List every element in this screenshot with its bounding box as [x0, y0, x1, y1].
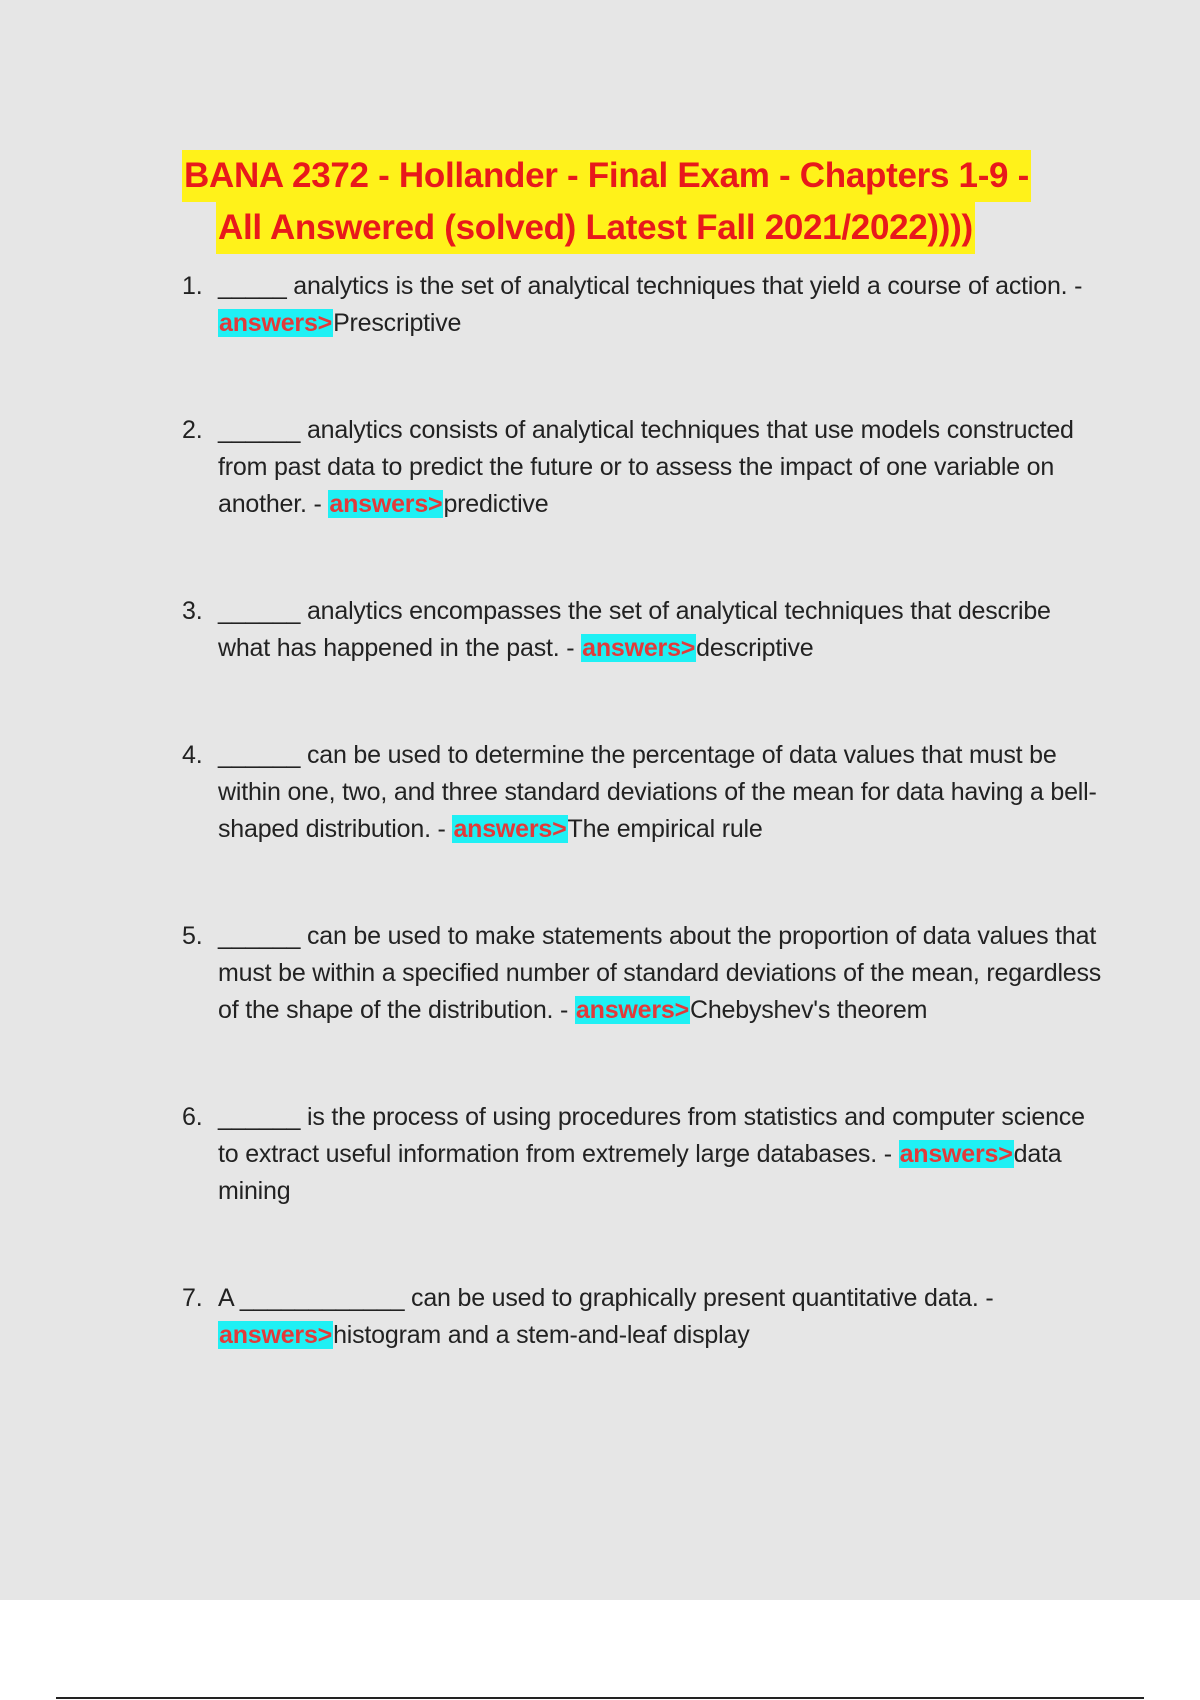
answer-marker: answers>	[219, 309, 333, 337]
answer-text: Chebyshev's theorem	[689, 996, 928, 1024]
question-text: ______ can be used to determine the percentage of data values that must be within one, two, and three standard deviations of the mean for data having a bell-shaped distribution. -	[218, 741, 1097, 843]
answer-marker: answers>	[219, 1321, 333, 1349]
question-item-4	[182, 737, 1102, 848]
question-number: 6.	[182, 1103, 203, 1131]
question-number: 2.	[182, 416, 203, 444]
question-text: ______ is the process of using procedures from statistics and computer science to extract useful information from extremely large databases. -	[218, 1103, 1085, 1168]
question-text: ______ analytics encompasses the set of analytical techniques that describe what has happened in the past. -	[218, 597, 1051, 662]
question-number: 7.	[182, 1284, 203, 1312]
question-number: 1.	[182, 272, 203, 300]
answer-text: Prescriptive	[333, 309, 462, 337]
answer-marker: answers>	[899, 1140, 1013, 1168]
page-divider	[56, 1697, 1144, 1699]
answer-marker: answers>	[329, 490, 443, 518]
question-item-2	[182, 412, 1102, 523]
answer-marker: answers>	[575, 996, 689, 1024]
question-item-1	[182, 268, 1102, 342]
question-item-6	[182, 1099, 1102, 1210]
question-number: 5.	[182, 922, 203, 950]
question-text: ______ analytics consists of analytical techniques that use models constructed from past data to predict the future or to assess the impact of one variable on another. -	[218, 416, 1074, 518]
question-list	[182, 268, 1102, 1424]
question-text: ______ can be used to make statements about the proportion of data values that must be within a specified number of standard deviations of the mean, regardless of the shape of the distribution. -	[218, 922, 1102, 1024]
answer-text: histogram and a stem-and-leaf display	[333, 1321, 750, 1349]
answer-marker: answers>	[453, 815, 567, 843]
title-line-1: BANA 2372 - Hollander - Final Exam - Chapters 1-9 -	[182, 150, 1031, 202]
answer-text: predictive	[443, 490, 549, 518]
answer-marker: answers>	[582, 634, 696, 662]
answer-text: The empirical rule	[567, 815, 763, 843]
answer-text: descriptive	[696, 634, 814, 662]
question-text: _____ analytics is the set of analytical techniques that yield a course of action. -	[218, 272, 1083, 300]
question-number: 4.	[182, 741, 203, 769]
question-number: 3.	[182, 597, 203, 625]
answer-text: data mining	[218, 1140, 1062, 1205]
question-item-3	[182, 593, 1102, 667]
question-item-7	[182, 1280, 1102, 1354]
question-text: A ____________ can be used to graphically present quantitative data. -	[218, 1284, 994, 1312]
title-line-2: All Answered (solved) Latest Fall 2021/2022))))	[216, 202, 975, 254]
document-title	[182, 150, 1062, 254]
question-item-5	[182, 918, 1102, 1029]
